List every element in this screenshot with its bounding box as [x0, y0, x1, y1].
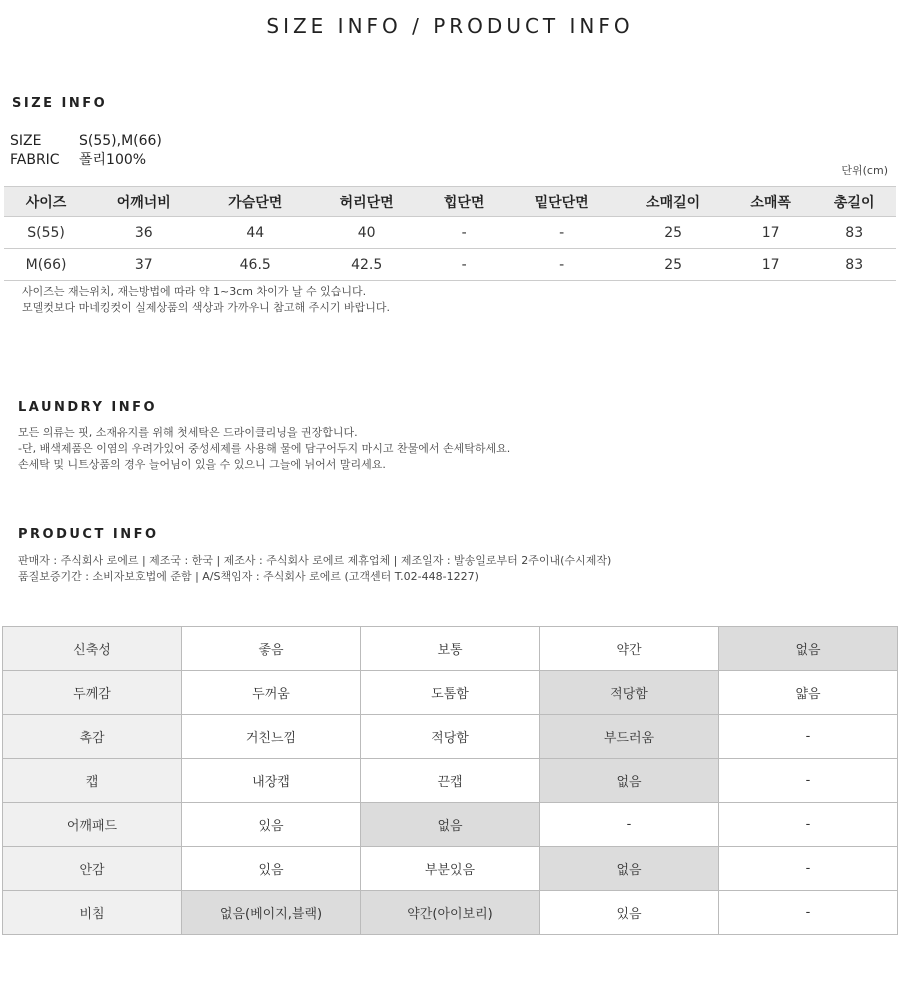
- property-option: -: [719, 715, 898, 759]
- property-label: 신축성: [3, 627, 182, 671]
- property-option: -: [540, 803, 719, 847]
- page-title: SIZE INFO / PRODUCT INFO: [266, 14, 634, 38]
- table-cell: 25: [617, 249, 728, 281]
- property-option: 약간: [540, 627, 719, 671]
- header-cell: 총길이: [812, 187, 896, 217]
- property-row: [3, 671, 898, 715]
- property-option: 없음: [361, 803, 540, 847]
- property-option: 내장캡: [182, 759, 361, 803]
- size-table-header: [4, 187, 896, 217]
- property-option: 없음: [719, 627, 898, 671]
- property-option: 없음: [540, 759, 719, 803]
- table-cell: -: [506, 249, 617, 281]
- property-option: 있음: [540, 891, 719, 935]
- size-value: S(55),M(66): [79, 133, 162, 149]
- header-cell: 사이즈: [4, 187, 88, 217]
- property-option: 거친느낌: [182, 715, 361, 759]
- property-row: [3, 627, 898, 671]
- property-option: 있음: [182, 803, 361, 847]
- property-option: 도톰함: [361, 671, 540, 715]
- table-cell: 40: [311, 217, 422, 249]
- table-cell: 46.5: [200, 249, 311, 281]
- table-row: [4, 217, 896, 249]
- property-option: 얇음: [719, 671, 898, 715]
- fabric-key: FABRIC: [10, 152, 60, 168]
- laundry-line: -단, 배색제품은 이염의 우려가있어 중성세제를 사용해 물에 담구어두지 마시고 찬물에서 손세탁하세요.: [18, 442, 511, 455]
- laundry-notes: [18, 425, 510, 473]
- header-cell: 어깨너비: [88, 187, 199, 217]
- product-line: 판매자 : 주식회사 로에르 | 제조국 : 한국 | 제조사 : 주식회사 로에르 제휴업체 | 제조일자 : 발송일로부터 2주이내(수시제작): [18, 554, 612, 567]
- product-notes: [18, 553, 611, 585]
- laundry-info-heading: LAUNDRY INFO: [18, 400, 158, 415]
- property-label: 두께감: [3, 671, 182, 715]
- size-note-line: 사이즈는 재는위치, 재는방법에 따라 약 1~3cm 차이가 날 수 있습니다.: [22, 285, 367, 298]
- fabric-row: [10, 149, 146, 169]
- table-cell: -: [506, 217, 617, 249]
- size-key: SIZE: [10, 133, 42, 149]
- table-cell: 83: [812, 249, 896, 281]
- product-line: 품질보증기간 : 소비자보호법에 준함 | A/S책임자 : 주식회사 로에르 (고객센터 T.02-448-1227): [18, 570, 479, 583]
- property-row: [3, 891, 898, 935]
- property-option: -: [719, 759, 898, 803]
- table-cell: 44: [200, 217, 311, 249]
- property-option: 약간(아이보리): [361, 891, 540, 935]
- property-option: -: [719, 891, 898, 935]
- property-option: 부드러움: [540, 715, 719, 759]
- header-cell: 힙단면: [422, 187, 506, 217]
- property-row: [3, 715, 898, 759]
- header-cell: 소매폭: [729, 187, 813, 217]
- fabric-value: 폴리100%: [79, 152, 147, 168]
- header-cell: 가슴단면: [200, 187, 311, 217]
- table-cell: 36: [88, 217, 199, 249]
- property-option: 부분있음: [361, 847, 540, 891]
- property-label: 안감: [3, 847, 182, 891]
- product-info-heading: PRODUCT INFO: [18, 527, 159, 542]
- size-info-heading: SIZE INFO: [12, 96, 108, 111]
- table-cell: 17: [729, 217, 813, 249]
- table-cell: S(55): [4, 217, 88, 249]
- table-cell: 25: [617, 217, 728, 249]
- table-cell: 17: [729, 249, 813, 281]
- table-row: [4, 249, 896, 281]
- laundry-line: 모든 의류는 핏, 소재유지를 위해 첫세탁은 드라이클리닝을 권장합니다.: [18, 426, 358, 439]
- laundry-line: 손세탁 및 니트상품의 경우 늘어님이 있을 수 있으니 그늘에 뉘어서 말리세요.: [18, 458, 386, 471]
- property-row: [3, 803, 898, 847]
- table-cell: M(66): [4, 249, 88, 281]
- property-option: 좋음: [182, 627, 361, 671]
- property-option: 적당함: [540, 671, 719, 715]
- property-option: -: [719, 847, 898, 891]
- property-row: [3, 759, 898, 803]
- property-label: 어깨패드: [3, 803, 182, 847]
- header-cell: 허리단면: [311, 187, 422, 217]
- property-option: 없음(베이지,블랙): [182, 891, 361, 935]
- property-option: 있음: [182, 847, 361, 891]
- property-option: 없음: [540, 847, 719, 891]
- property-table: [2, 626, 898, 935]
- property-option: 끈캡: [361, 759, 540, 803]
- size-note-line: 모델컷보다 마네킹컷이 실제상품의 색상과 가까우니 참고해 주시기 바랍니다.: [22, 301, 391, 314]
- table-cell: 42.5: [311, 249, 422, 281]
- property-row: [3, 847, 898, 891]
- property-label: 캡: [3, 759, 182, 803]
- header-cell: 밑단단면: [506, 187, 617, 217]
- table-cell: -: [422, 217, 506, 249]
- property-option: 두꺼움: [182, 671, 361, 715]
- property-option: -: [719, 803, 898, 847]
- property-option: 보통: [361, 627, 540, 671]
- size-notes: [22, 284, 390, 316]
- unit-label: 단위(cm): [841, 164, 888, 177]
- table-cell: 37: [88, 249, 199, 281]
- property-label: 비침: [3, 891, 182, 935]
- property-option: 적당함: [361, 715, 540, 759]
- size-row: [10, 133, 162, 149]
- table-cell: 83: [812, 217, 896, 249]
- size-table: [4, 186, 896, 281]
- header-cell: 소매길이: [617, 187, 728, 217]
- table-cell: -: [422, 249, 506, 281]
- property-label: 촉감: [3, 715, 182, 759]
